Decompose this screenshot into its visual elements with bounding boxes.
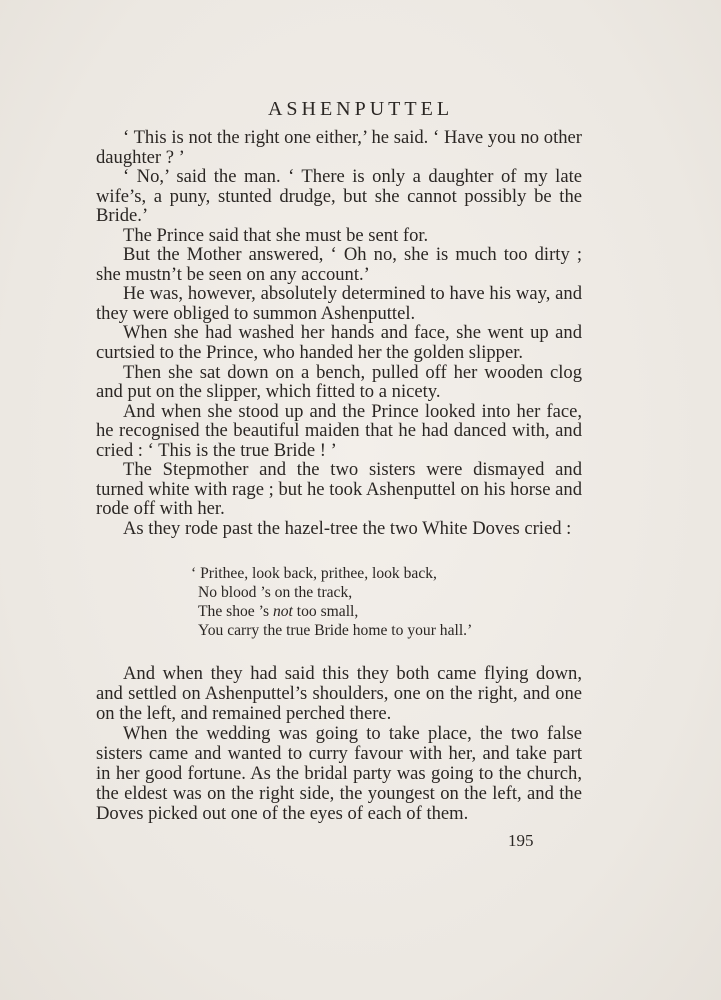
paragraph: The Prince said that she must be sent for. [123, 224, 429, 246]
paragraph: ‘ This is not the right one either,’ he said. ‘ Have you no other daughter ? ’ [96, 127, 582, 168]
paragraph: When she had washed her hands and face, she went up and curtsied to the Prince, who handed her the golden slipper. [96, 322, 582, 364]
paragraph: And when they had said this they both came flying down, and settled on Ashenputtel’s shoulders, one on the right, and one on the left, and remained perched there. [96, 663, 582, 725]
paragraph: ‘ No,’ said the man. ‘ There is only a daughter of my late wife’s, a puny, stunted drudge, but she cannot possibly be the Bride.’ [96, 166, 582, 227]
paragraph: As they rode past the hazel-tree the two White Doves cried : [123, 517, 572, 539]
paragraph: The Stepmother and the two sisters were dismayed and turned white with rage ; but he took Ashenputtel on his horse and rode off with her. [96, 459, 582, 520]
text-after-verse [96, 664, 582, 823]
paragraph: He was, however, absolutely determined to have his way, and they were obliged to summon Ashenputtel. [96, 283, 582, 324]
paragraph: And when she stood up and the Prince looked into her face, he recognised the beautiful maiden that he had danced with, and cried : ‘ This is the true Bride ! ’ [96, 400, 582, 461]
verse-block [191, 564, 582, 640]
running-title: ASHENPUTTEL [267, 98, 454, 120]
verse-line [191, 602, 582, 621]
verse-line: You carry the true Bride home to your hall.’ [198, 622, 473, 640]
paragraph: But the Mother answered, ‘ Oh no, she is much too dirty ; she mustn’t be seen on any account.’ [96, 244, 582, 285]
verse-line: ‘ Prithee, look back, prithee, look back, [191, 565, 437, 583]
verse-emphasis: not [272, 603, 293, 621]
verse-line-text: too small, [292, 603, 359, 621]
page-number: 195 [508, 831, 534, 850]
page-text [96, 128, 582, 824]
paragraph: Then she sat down on a bench, pulled off her wooden clog and put on the slipper, which fitted to a nicety. [96, 361, 582, 403]
verse-line: No blood ’s on the track, [198, 584, 353, 602]
verse-line-text: The shoe ’s [198, 603, 273, 621]
paragraph: When the wedding was going to take place, the two false sisters came and wanted to curry favour with her, and take part in her good fortune. As the bridal party was going to the church, the eldest was on the right side, the youngest on the left, and the Doves picked out one of the eyes of each of them. [96, 723, 582, 824]
